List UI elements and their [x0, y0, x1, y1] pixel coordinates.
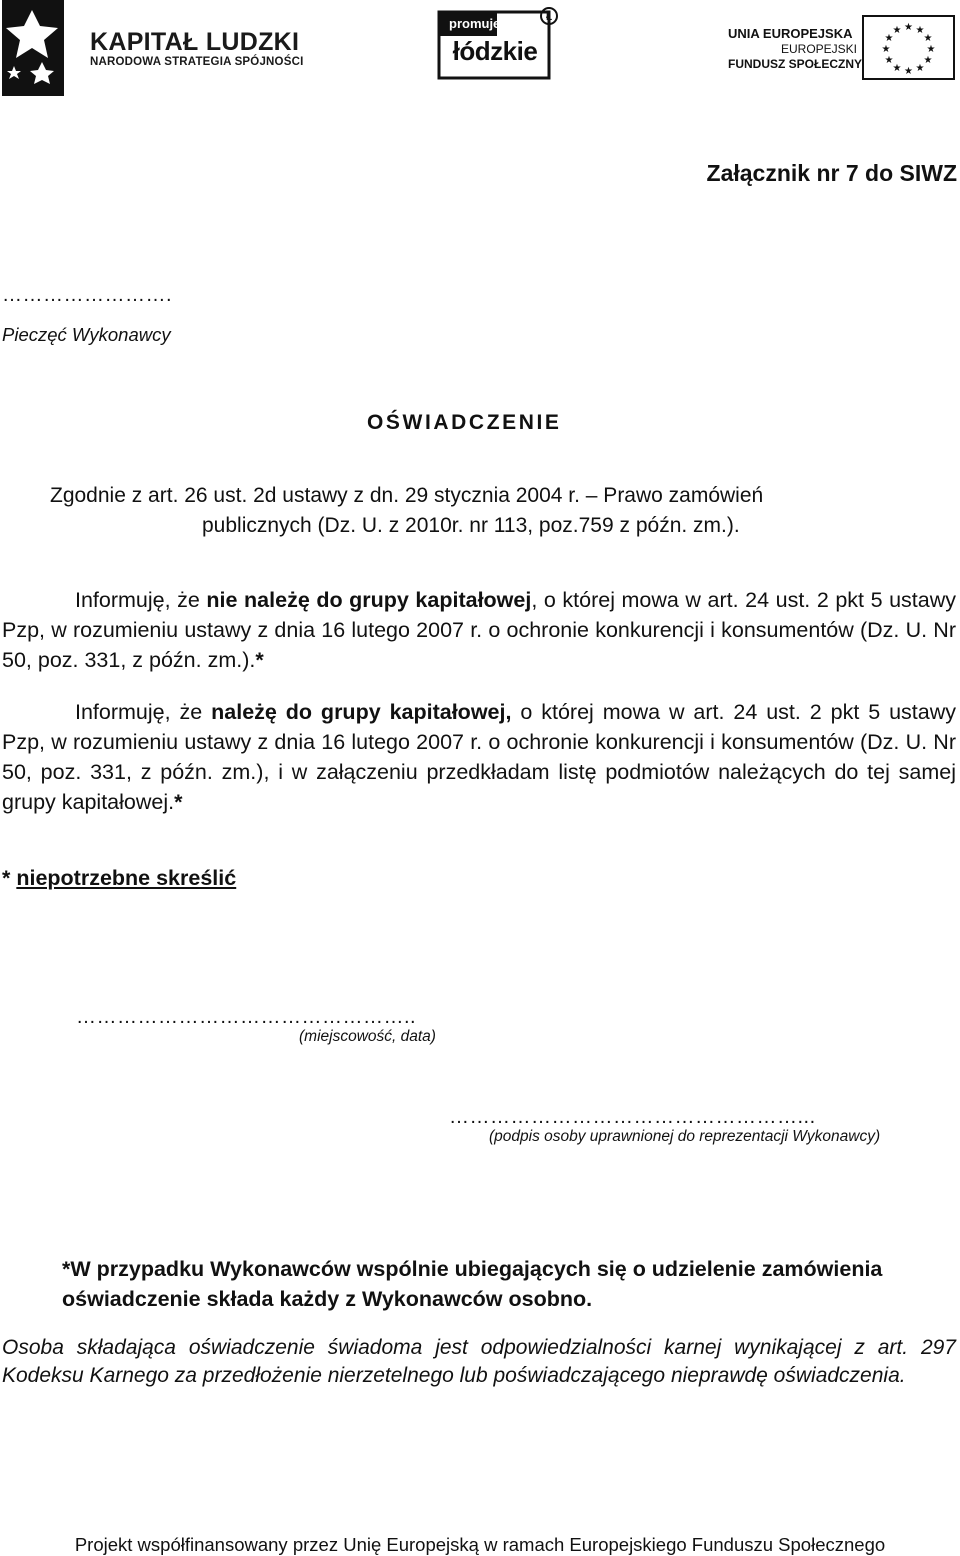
- statement-not-member-pre: Informuję, że: [75, 588, 207, 612]
- signature-dotted-line: ……………………………………………...: [449, 1106, 816, 1128]
- svg-text:★: ★: [892, 63, 902, 74]
- statement-member-pre: Informuję, że: [75, 700, 212, 724]
- legal-basis: [50, 481, 930, 541]
- svg-text:Ł: Ł: [545, 12, 553, 23]
- kapital-ludzki-emblem-icon: [2, 0, 90, 96]
- statement-member-bold: należę do grupy kapitałowej,: [211, 700, 512, 724]
- strike-note: [2, 866, 236, 891]
- eu-flag-icon: [862, 15, 955, 80]
- eu-logo-line1: UNIA EUROPEJSKA: [728, 26, 853, 41]
- lodzkie-promuje-label: promuje: [449, 16, 501, 31]
- statement-not-member-post: , o której mowa w art. 24 ust. 2 pkt 5 ustawy Pzp, w rozumieniu ustawy z dnia 16 lutego 2007 r. o ochronie konkurencji i konsumentów (Dz. U. Nr 50, poz. 331, z późn. zm.).: [2, 588, 957, 672]
- svg-text:★: ★: [904, 66, 913, 77]
- footer-cofinancing: Projekt współfinansowany przez Unię Europejską w ramach Europejskiego Funduszu Społecznego: [74, 1534, 886, 1555]
- signature-label: (podpis osoby uprawnionej do reprezentacji Wykonawcy): [489, 1128, 881, 1145]
- annex-title: Załącznik nr 7 do SIWZ: [706, 160, 957, 186]
- svg-text:★: ★: [904, 22, 913, 33]
- svg-text:★: ★: [892, 25, 902, 36]
- svg-text:★: ★: [884, 55, 894, 66]
- statement-member-post: o której mowa w art. 24 ust. 2 pkt 5 ustawy Pzp, w rozumieniu ustawy z dnia 16 lutego 2007 r. o ochronie konkurencji i konsumentów (Dz. U. Nr 50, poz. 331, z późn. zm.), i w załączeniu przedkładam listę podmiotów należących do tej samej grupy kapitałowej.: [2, 700, 957, 814]
- kapital-ludzki-name: KAPITAŁ LUDZKI: [90, 28, 300, 56]
- legal-basis-line1: Zgodnie z art. 26 ust. 2d ustawy z dn. 29 stycznia 2004 r. – Prawo zamówień: [50, 484, 764, 507]
- eu-logo-line3: FUNDUSZ SPOŁECZNY: [728, 57, 863, 71]
- svg-text:★: ★: [881, 44, 891, 55]
- svg-text:★: ★: [923, 33, 933, 44]
- svg-text:★: ★: [926, 44, 936, 55]
- statement-not-member-bold: nie należę do grupy kapitałowej: [206, 588, 532, 612]
- criminal-liability-note: Osoba składająca oświadczenie świadoma jest odpowiedzialności karnej wynikającej z art. 297 Kodeksu Karnego za przedłożenie nierzetelnego lub poświadczającego nieprawdę oświadczenia.: [2, 1336, 956, 1387]
- svg-text:★: ★: [884, 33, 894, 44]
- joint-bidders-note: *W przypadku Wykonawców wspólnie ubiegających się o udzielenie zamówienia oświadczenie składa każdy z Wykonawców osobno.: [62, 1257, 883, 1311]
- document-title: OŚWIADCZENIE: [367, 411, 562, 434]
- eu-logo-line2: EUROPEJSKI: [781, 42, 858, 56]
- stamp-label: Pieczęć Wykonawcy: [2, 324, 171, 345]
- svg-text:★: ★: [923, 55, 933, 66]
- lodzkie-name: łódzkie: [452, 36, 538, 66]
- statement-not-member-mark: *: [255, 648, 264, 672]
- legal-basis-line2: publicznych (Dz. U. z 2010r. nr 113, poz.759 z późn. zm.).: [202, 514, 740, 537]
- statement-member-mark: *: [174, 790, 183, 814]
- strike-note-star: *: [2, 866, 17, 890]
- kapital-ludzki-subtitle: NARODOWA STRATEGIA SPÓJNOŚCI: [90, 56, 304, 68]
- place-date-label: (miejscowość, data): [299, 1028, 436, 1045]
- svg-text:★: ★: [915, 63, 925, 74]
- svg-text:★: ★: [915, 25, 925, 36]
- stamp-dotted-line: …………………….: [2, 284, 173, 306]
- place-date-dotted-line: …………………………………………..: [76, 1006, 417, 1028]
- statement-member: [2, 697, 956, 817]
- strike-note-text: niepotrzebne skreślić: [16, 866, 237, 890]
- statement-not-member: [2, 585, 956, 675]
